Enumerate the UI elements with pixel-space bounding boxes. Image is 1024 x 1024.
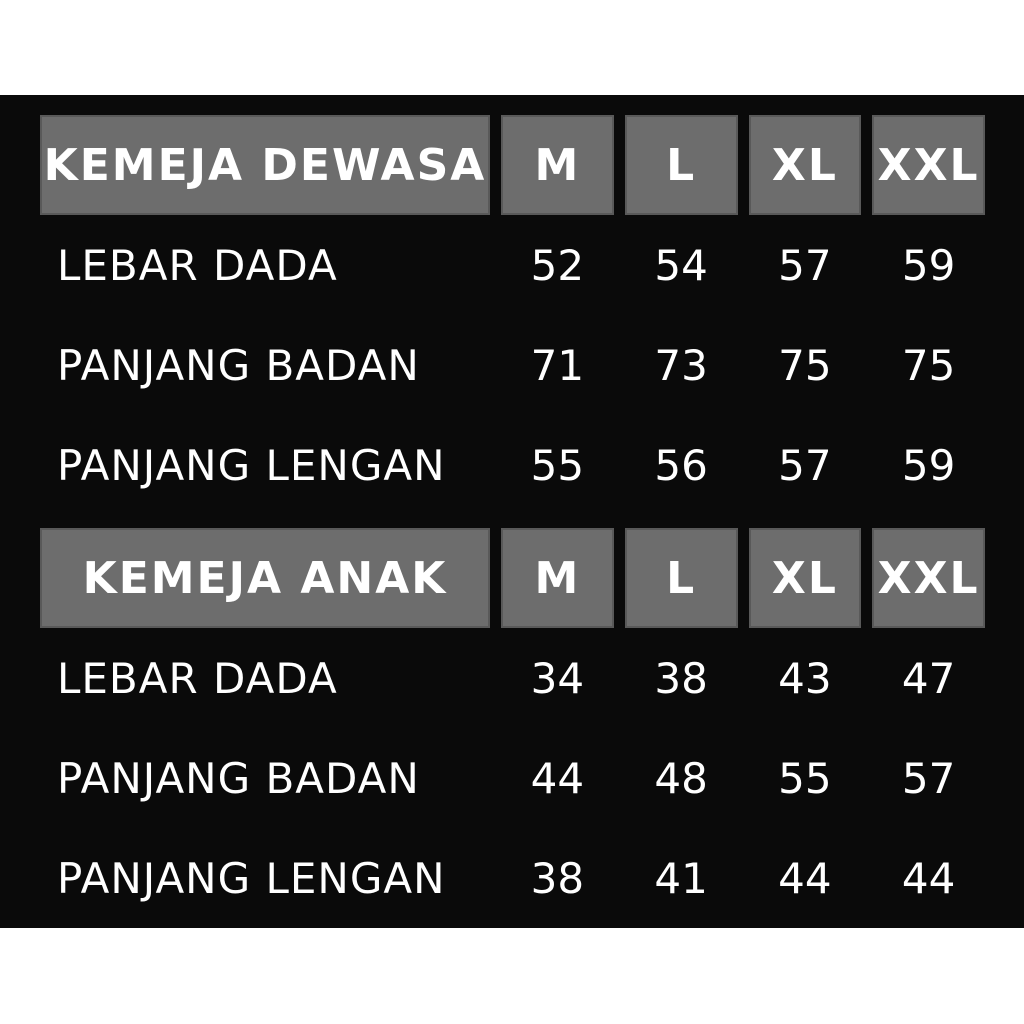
cell-value: 44 <box>530 753 585 803</box>
row-label: PANJANG BADAN <box>57 753 420 803</box>
cell-value: 71 <box>530 340 585 390</box>
cell-value: 73 <box>654 340 708 390</box>
cell-value: 56 <box>654 440 708 490</box>
cell-value: 57 <box>778 240 832 290</box>
table-header-row <box>40 528 985 628</box>
cell-value: 52 <box>530 240 585 290</box>
row-label: LEBAR DADA <box>57 653 338 703</box>
table-title: KEMEJA DEWASA <box>40 115 490 215</box>
cell-value: 47 <box>901 653 956 703</box>
size-column-header-m: M <box>501 115 614 215</box>
table-divider-gap <box>40 515 985 528</box>
cell-value: 41 <box>654 853 708 903</box>
table-header-row <box>40 115 985 215</box>
table-row <box>40 215 985 315</box>
cell-value: 55 <box>778 753 832 803</box>
size-column-header-xxl: XXL <box>872 115 985 215</box>
size-column-header-l: L <box>625 528 738 628</box>
size-column-header-m: M <box>501 528 614 628</box>
cell-value: 59 <box>901 240 956 290</box>
row-label: LEBAR DADA <box>57 240 338 290</box>
cell-value: 44 <box>901 853 956 903</box>
table-row <box>40 728 985 828</box>
row-label: PANJANG LENGAN <box>57 853 446 903</box>
cell-value: 57 <box>778 440 832 490</box>
table-row <box>40 415 985 515</box>
size-chart-card <box>0 95 1024 928</box>
size-column-header-l: L <box>625 115 738 215</box>
cell-value: 43 <box>778 653 832 703</box>
cell-value: 75 <box>778 340 832 390</box>
table-row <box>40 315 985 415</box>
cell-value: 34 <box>530 653 585 703</box>
row-label: PANJANG BADAN <box>57 340 420 390</box>
cell-value: 59 <box>901 440 956 490</box>
table-title: KEMEJA ANAK <box>40 528 490 628</box>
table-row <box>40 828 985 928</box>
cell-value: 48 <box>654 753 708 803</box>
cell-value: 44 <box>778 853 832 903</box>
size-column-header-xl: XL <box>749 528 862 628</box>
size-column-header-xxl: XXL <box>872 528 985 628</box>
cell-value: 38 <box>654 653 708 703</box>
table-row <box>40 628 985 728</box>
table-kemeja-anak <box>40 528 985 928</box>
cell-value: 54 <box>654 240 708 290</box>
cell-value: 55 <box>530 440 585 490</box>
cell-value: 38 <box>530 853 585 903</box>
table-kemeja-dewasa <box>40 115 985 515</box>
row-label: PANJANG LENGAN <box>57 440 446 490</box>
cell-value: 75 <box>901 340 956 390</box>
size-column-header-xl: XL <box>749 115 862 215</box>
cell-value: 57 <box>901 753 956 803</box>
